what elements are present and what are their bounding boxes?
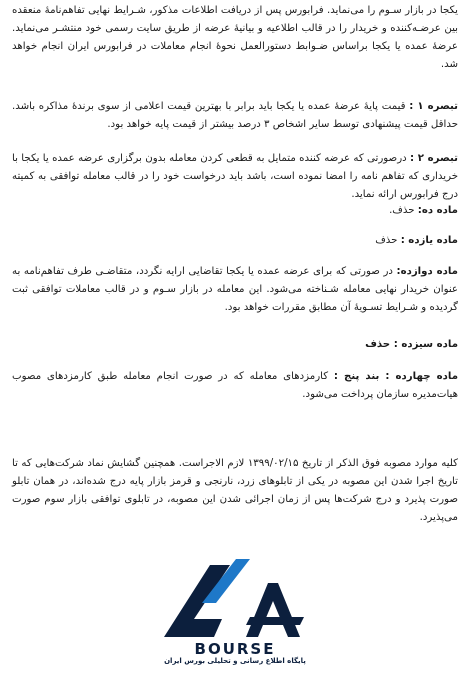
paragraph-article-12	[12, 263, 458, 317]
article-13-label: ماده سیزده : حذف	[365, 339, 458, 350]
paragraph-note-2	[12, 150, 458, 204]
logo-mountain-icon	[150, 557, 320, 641]
article-14-text: کارمزدهای معامله که در صورت انجام معامله طبق کارمزدهای مصوب هیات‌مدیره سازمان پرداخت می‌شود.	[12, 371, 458, 400]
paragraph-text: یکجا در بازار سـوم را می‌نماید. فرابورس پس از دریافت اطلاعات مذکور، شـرایط نهایی تفاهم‌نامهٔ منعقده بین عرضـه‌کننده و خریدار را در قالب اطلاعیه و بیانیهٔ عرضه از طریق سایت رسمی خود منتشـر می‌نماید. عرضهٔ عمده یا یکجا براساس ضـوابط دستورالعمل نحوهٔ انجام معاملات در فرابورس ایران انجام خواهد شد.	[12, 5, 458, 70]
note-2-label: تبصره ۲ :	[410, 153, 459, 164]
note-1-text: قیمت پایهٔ عرضهٔ عمده یا یکجا باید برابر با بهترین قیمت اعلامی از سوی برندهٔ مذاکره باشد. حداقل قیمت پیشنهادی توسط سایر اشخاص ۳ درصد بیشتر از قیمت پایه خواهد بود.	[12, 101, 458, 130]
note-1-label: تبصره ۱ :	[409, 101, 458, 112]
paragraph-article-11	[12, 232, 458, 250]
article-14-label: ماده چهارده : بند پنج :	[333, 371, 459, 382]
logo-brand-text: BOURSE	[194, 640, 276, 658]
article-10-label: ماده ده:	[417, 205, 458, 216]
article-11-label: ماده یازده :	[400, 235, 458, 246]
effective-date-text: کلیه موارد مصوبه فوق الذکر از تاریخ ۱۳۹۹/۰۲/۱۵ لازم الاجراست. همچنین گشایش نماد شرکت‌هایی که تا تاریخ اجرا شدن این مصوبه در یکی از تابلوهای زرد، نارنجی و قرمز بازار پایه درج شده‌اند، در همان تابلو صورت پذیرد و درج شرکت‌ها پس از زمان اجرائی شدن این مصوبه، در تابلوی توافقی بازار سوم صورت می‌پذیرد.	[12, 458, 458, 523]
article-12-text: در صورتی که برای عرضه عمده یا یکجا تقاضایی ارایه نگردد، متقاضـی طرف تفاهم‌نامه به عنوان خریدار نهایی معامله شـناخته می‌شود. این معامله در بازار سـوم و در قالب معاملات توافقی ثبت گردیده و شـرایط تسـویهٔ آن مطابق مقررات خواهد بود.	[12, 266, 458, 313]
paragraph-note-1	[12, 98, 458, 134]
paragraph-article-13	[12, 336, 458, 354]
paragraph-effective-date	[12, 455, 458, 527]
article-10-text: حذف.	[389, 205, 418, 216]
article-11-text: حذف	[375, 235, 401, 246]
paragraph-article-14	[12, 368, 458, 404]
logo-tagline: پایگاه اطلاع رسانی و تحلیلی بورس ایران	[164, 657, 306, 665]
note-2-text: درصورتی که عرضه کننده متمایل به قطعی کردن معامله بدون برگزاری عرضه عمده یا یکجا با خریداری که تفاهم نامه را امضا نموده است، باشد باید درخواست خود را در قالب معامله توافقی به کمیته درج فرابورس ارائه نماید.	[12, 153, 458, 200]
paragraph-article-continuation	[12, 2, 458, 74]
article-12-label: ماده دوازده:	[396, 266, 458, 277]
paragraph-article-10	[12, 202, 458, 220]
